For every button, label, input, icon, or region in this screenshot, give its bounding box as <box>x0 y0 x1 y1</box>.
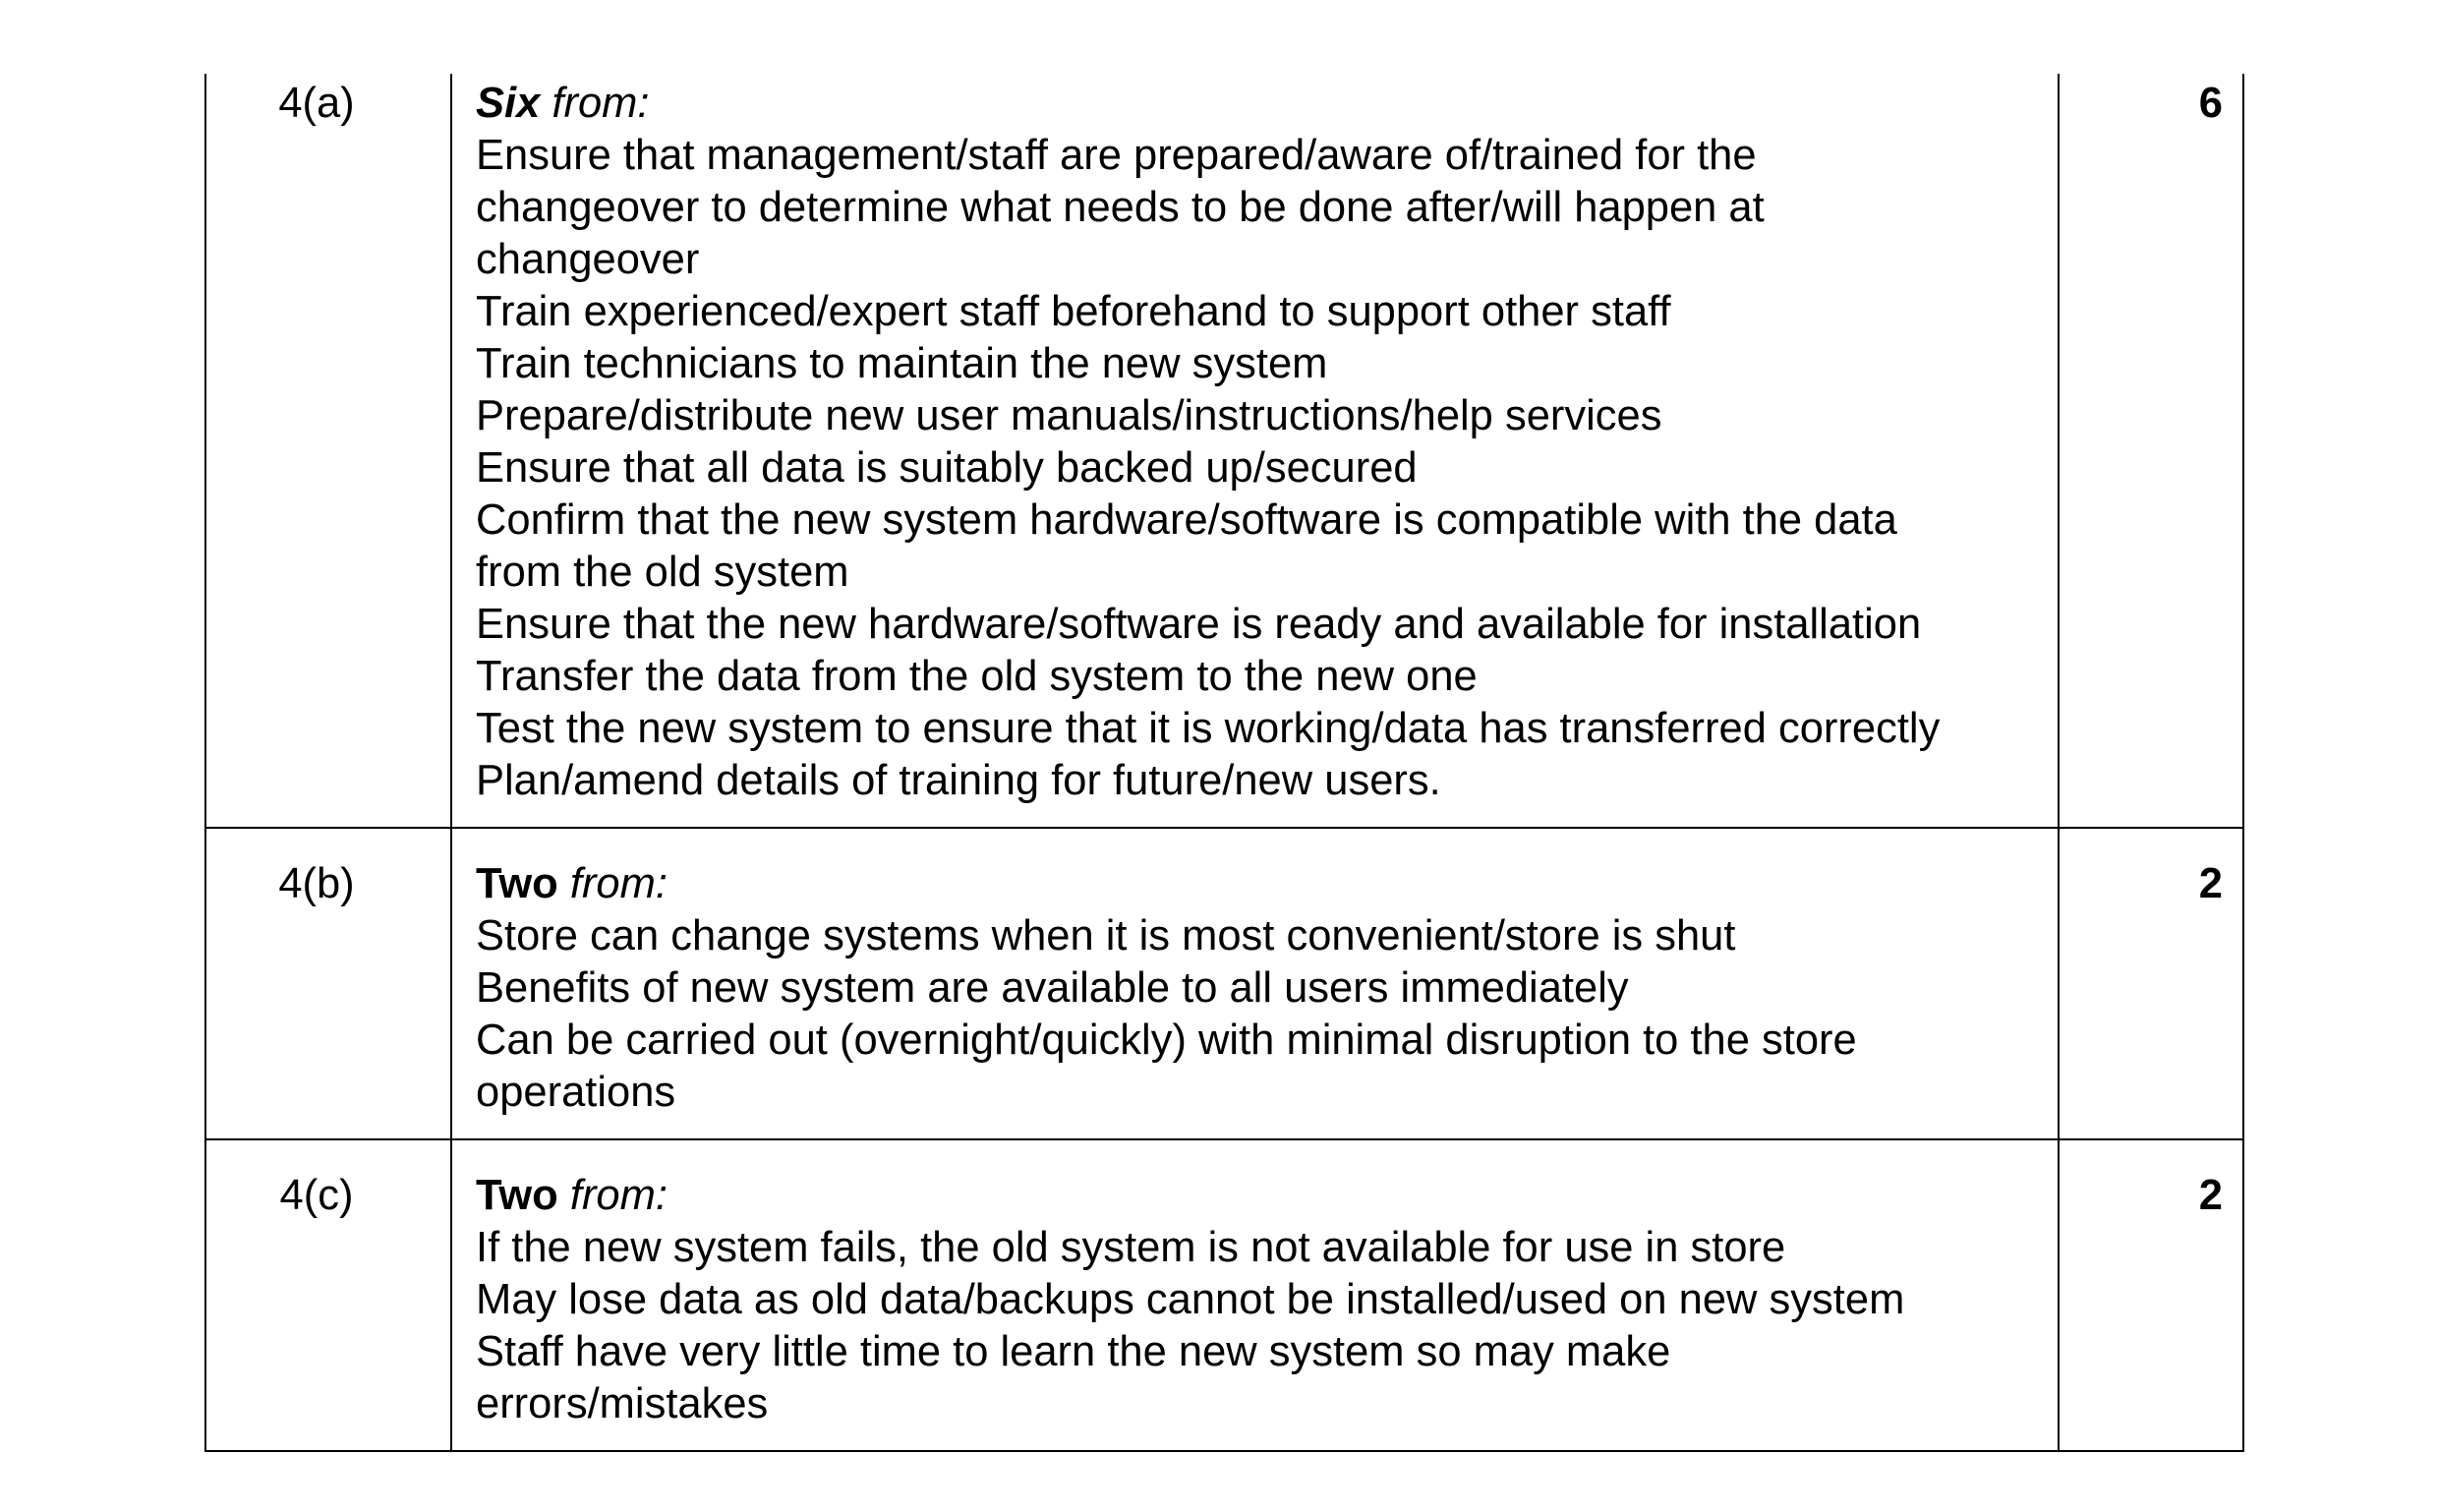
answer-cell <box>451 1139 2059 1451</box>
mark-scheme-row-4a <box>205 74 2243 828</box>
question-number: 4(b) <box>278 860 355 907</box>
marks-value: 2 <box>2198 860 2223 907</box>
answer-line: Can be carried out (overnight/quickly) with minimal disruption to the store <box>476 1017 1857 1064</box>
marks-cell <box>2059 74 2243 828</box>
answer-line: Confirm that the new system hardware/software is compatible with the data <box>476 496 1897 544</box>
answer-line: Prepare/distribute new user manuals/instructions/help services <box>476 392 1662 439</box>
answer-line: Plan/amend details of training for future/new users. <box>476 757 1441 804</box>
lead-rest: from: <box>569 860 668 907</box>
answer-line: Transfer the data from the old system to the new one <box>476 653 1478 700</box>
question-cell <box>205 828 451 1139</box>
answer-line: from the old system <box>476 549 849 596</box>
lead-word: Two <box>476 860 558 907</box>
answer-line: changeover <box>476 236 700 283</box>
answer-line: changeover to determine what needs to be done after/will happen at <box>476 184 1765 231</box>
marks-value: 2 <box>2198 1172 2223 1219</box>
answer-line: operations <box>476 1069 676 1116</box>
marks-value: 6 <box>2198 80 2223 127</box>
mark-scheme-table <box>204 74 2244 1452</box>
answer-line: Train experienced/expert staff beforehand to support other staff <box>476 288 1671 335</box>
question-cell <box>205 74 451 828</box>
answer-line: errors/mistakes <box>476 1380 769 1427</box>
answer-lead <box>476 1170 2034 1222</box>
question-number: 4(c) <box>279 1172 354 1219</box>
mark-scheme-row-4b <box>205 828 2243 1139</box>
lead-word: Six <box>476 80 541 127</box>
answer-cell <box>451 74 2059 828</box>
marks-cell <box>2059 828 2243 1139</box>
question-cell <box>205 1139 451 1451</box>
question-number: 4(a) <box>278 80 355 127</box>
lead-rest: from: <box>552 80 650 127</box>
answer-cell <box>451 828 2059 1139</box>
lead-rest: from: <box>569 1172 668 1219</box>
answer-line: Ensure that the new hardware/software is ready and available for installation <box>476 601 1922 648</box>
answer-line: Ensure that management/staff are prepared/aware of/trained for the <box>476 132 1757 179</box>
answer-line: Ensure that all data is suitably backed up/secured <box>476 444 1418 492</box>
answer-lead <box>476 78 2034 130</box>
lead-word: Two <box>476 1172 558 1219</box>
answer-line: Staff have very little time to learn the new system so may make <box>476 1328 1671 1375</box>
mark-scheme-row-4c <box>205 1139 2243 1451</box>
answer-line: Train technicians to maintain the new system <box>476 340 1328 387</box>
answer-line: If the new system fails, the old system is not available for use in store <box>476 1224 1786 1271</box>
answer-line: Benefits of new system are available to all users immediately <box>476 964 1629 1012</box>
answer-line: Test the new system to ensure that it is working/data has transferred correctly <box>476 705 1941 752</box>
answer-line: May lose data as old data/backups cannot be installed/used on new system <box>476 1276 1905 1323</box>
marks-cell <box>2059 1139 2243 1451</box>
answer-line: Store can change systems when it is most convenient/store is shut <box>476 912 1736 960</box>
answer-lead <box>476 858 2034 910</box>
